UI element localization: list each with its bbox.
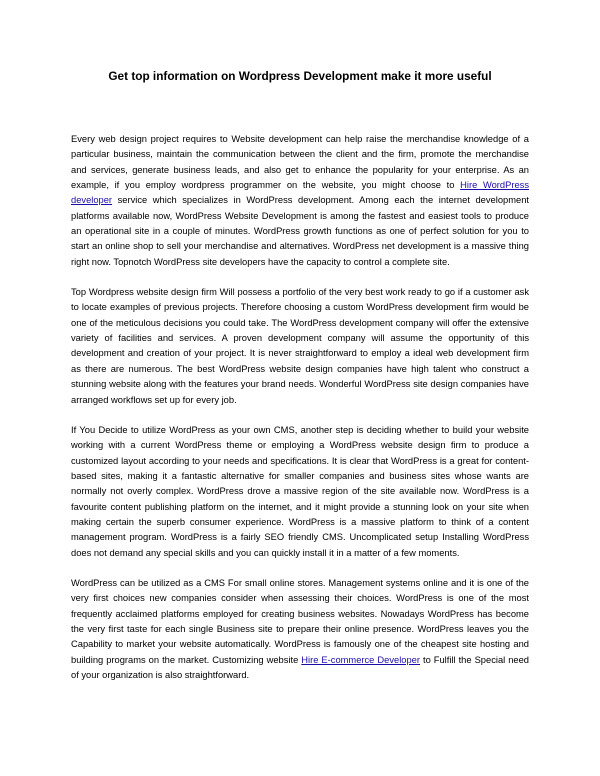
document-body xyxy=(71,132,529,683)
hire-ecommerce-developer-link[interactable]: Hire E-commerce Developer xyxy=(301,654,420,665)
paragraph-2: Top Wordpress website design firm Will possess a portfolio of the very best work ready to go if a customer ask to locate examples of previous projects. Therefore choosing a custom WordPress development firm would be one of the meticulous decisions you could take. The WordPress development company will offer the extensive variety of facilities and services. A proven development company will assume the opportunity of this development and creation of your project. It is never straightforward to employ a ideal web development firm as there are numerous. The best WordPress website design companies have high talent who construct a stunning website along with the features your brand needs. Wonderful WordPress site design companies have arranged workflows set up for every job. xyxy=(71,287,529,405)
paragraph-1 xyxy=(71,132,529,270)
paragraph-1-text-before: Every web design project requires to Website development can help raise the merchandise knowledge of a particular business, maintain the communication between the client and the firm, promote the merchandise and services, generate business leads, and also get to enhance the popularity for your enterprise. As an example, if you employ wordpress programmer on the website, you might choose to xyxy=(71,134,529,191)
document-title: Get top information on Wordpress Development make it more useful xyxy=(108,69,492,83)
paragraph-1-text-after: service which specializes in WordPress development. Among each the internet development platforms available now, WordPress Website Development is among the fastest and easiest tools to produce an operational site in a couple of minutes. WordPress growth functions as one of perfect solution for you to start an online shop to sell your merchandise and alternatives. WordPress net development is a massive thing right now. Topnotch WordPress site developers have the capacity to control a complete site. xyxy=(71,195,529,267)
paragraph-4-text-after: to Fulfill the Special need of your organization is also straightforward. xyxy=(71,654,529,680)
paragraph-4-text-before: WordPress can be utilized as a CMS For small online stores. Management systems online and it is one of the very first choices new companies consider when assessing their choices. WordPress is one of the most frequently acclaimed platforms employed for creating business websites. Nowadays WordPress has become the very first taste for each single Business site to prepare their online presence. WordPress leaves you the Capability to market your website automatically. WordPress is famously one of the cheapest site hosting and building programs on the market. Customizing website xyxy=(71,577,529,665)
paragraph-4 xyxy=(71,576,529,683)
paragraph-3: If You Decide to utilize WordPress as your own CMS, another step is deciding whether to build your website working with a current WordPress theme or employing a WordPress website design firm to produce a customized layout according to your needs and specifications. It is clear that WordPress is a great for content-based sites, making it a fantastic alternative for smaller companies and business sites whose wants are normally not overly complex. WordPress drove a massive region of the site available now. WordPress is a favourite content publishing platform on the internet, and it might provide a stunning look on your site when making certain the superb consumer experience. WordPress is a massive platform to think of a content management program. WordPress is a fairly SEO friendly CMS. Uncomplicated setup Installing WordPress does not demand any special skills and you can quickly install it in a matter of a few moments. xyxy=(71,424,529,558)
hire-wordpress-developer-link[interactable]: Hire WordPress developer xyxy=(71,180,529,206)
